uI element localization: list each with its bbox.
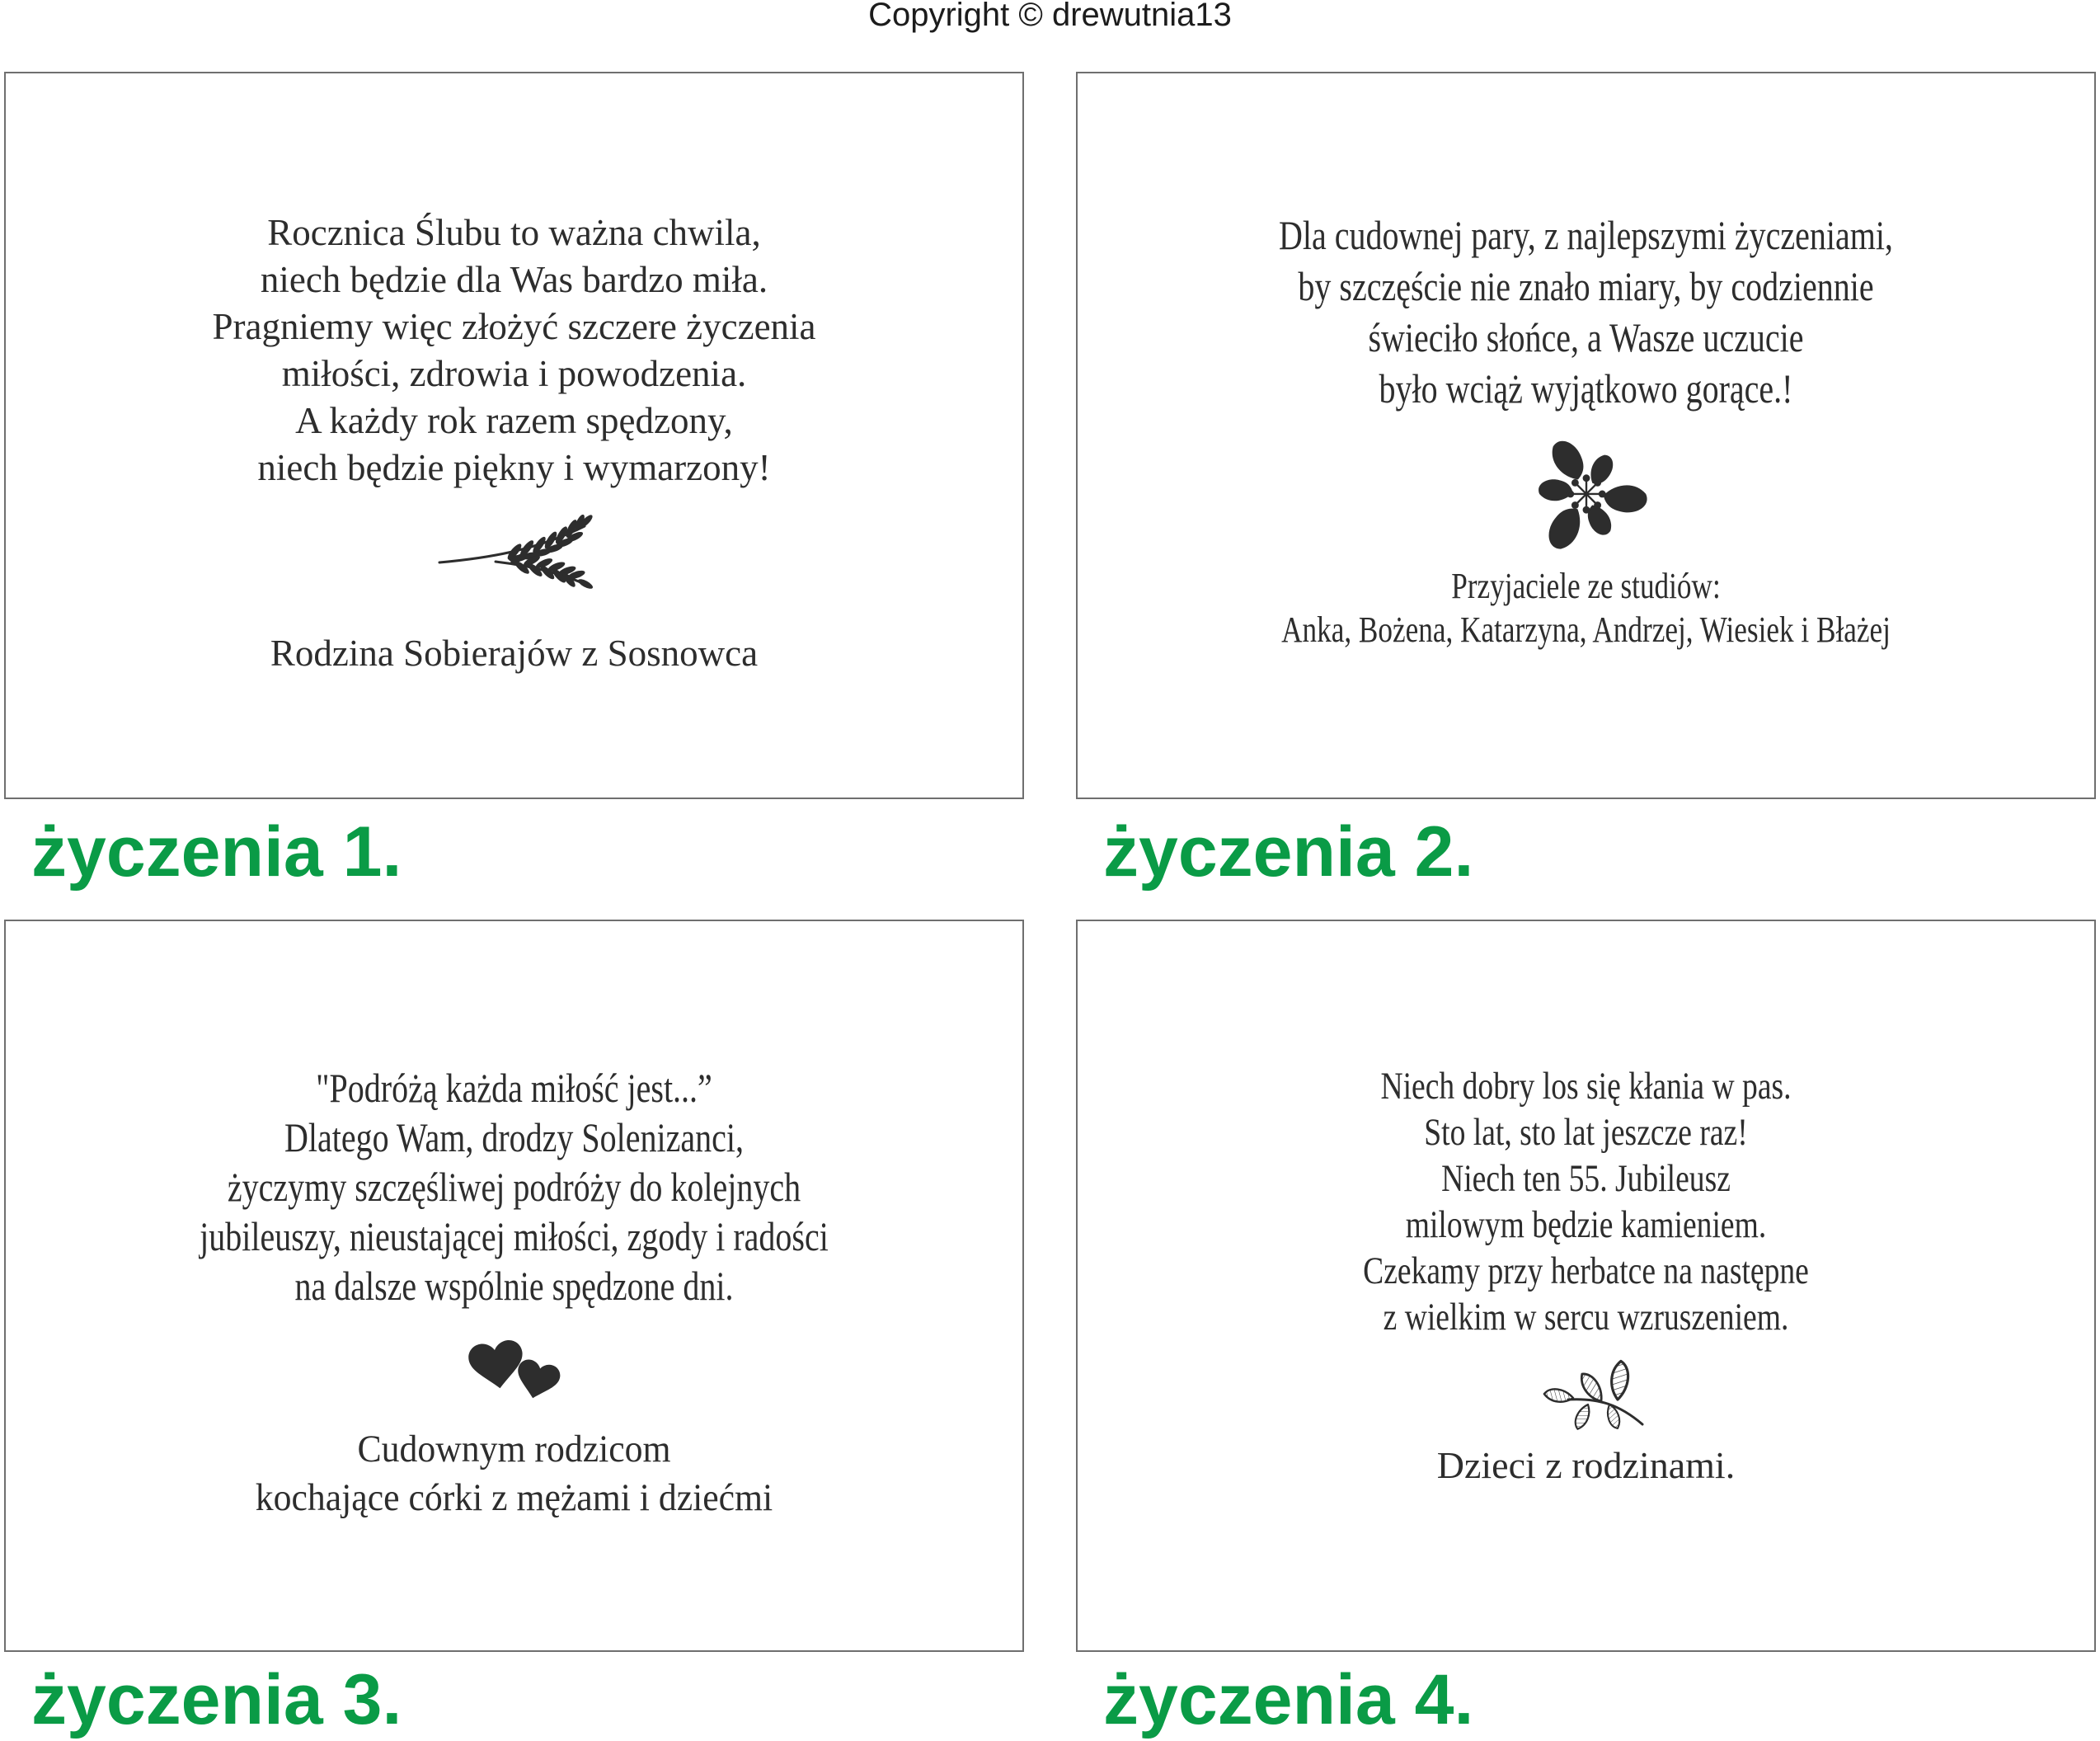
wish-line: Dla cudownej pary, z najlepszymi życzeniami, — [1279, 212, 1893, 258]
wish-line: Niech dobry los się kłania w pas. — [1380, 1065, 1792, 1108]
wish-line: miłości, zdrowia i powodzenia. — [281, 353, 747, 394]
card-content — [6, 921, 1022, 1522]
wish-line: niech będzie dla Was bardzo miła. — [260, 259, 768, 300]
wish-card-4 — [1076, 920, 2096, 1652]
wish-line: "Podróżą każda miłość jest...” — [316, 1065, 712, 1111]
wish-text — [1179, 209, 1992, 414]
wish-card-1 — [4, 72, 1024, 799]
signature-text — [1179, 564, 1992, 652]
signature-line: Dzieci z rodzinami. — [1436, 1444, 1736, 1486]
wish-line: by szczęście nie znało miary, by codziennie — [1298, 263, 1874, 309]
wish-text — [6, 209, 1022, 492]
card-content — [6, 73, 1022, 677]
copyright-text: Copyright © drewutnia13 — [868, 0, 1232, 33]
card-content — [1078, 73, 2094, 652]
wish-line: jubileuszy, nieustającej miłości, zgody i radości — [200, 1213, 829, 1259]
card-label-3: życzenia 3. — [31, 1660, 402, 1739]
card-label-4: życzenia 4. — [1103, 1660, 1474, 1739]
wish-text — [107, 1063, 920, 1310]
wish-line: Czekamy przy herbatce na następne — [1363, 1249, 1809, 1292]
wish-line: świeciło słońce, a Wasze uczucie — [1368, 314, 1804, 360]
signature-text — [6, 630, 1022, 677]
flower-icon — [1525, 431, 1647, 553]
wish-line: na dalsze wspólnie spędzone dni. — [294, 1263, 734, 1309]
wish-text — [1179, 1063, 1992, 1340]
leaf-twig-icon — [1520, 1352, 1652, 1434]
card-label-1: życzenia 1. — [31, 812, 402, 892]
wish-line: Rocznica Ślubu to ważna chwila, — [267, 212, 761, 253]
wish-line: Niech ten 55. Jubileusz — [1441, 1157, 1731, 1200]
wish-line: A każdy rok razem spędzony, — [295, 400, 733, 441]
signature-line: Rodzina Sobierajów z Sosnowca — [270, 633, 759, 674]
wish-line: Dlatego Wam, drodzy Solenizanci, — [284, 1114, 744, 1160]
wish-line: było wciąż wyjątkowo gorące.! — [1379, 365, 1793, 412]
wish-line: milowym będzie kamieniem. — [1405, 1203, 1767, 1246]
signature-text — [41, 1425, 987, 1522]
card-content — [1078, 921, 2094, 1489]
wish-card-3 — [4, 920, 1024, 1652]
wish-line: życzymy szczęśliwej podróży do kolejnych — [227, 1164, 801, 1210]
signature-line: Przyjaciele ze studiów: — [1451, 566, 1721, 606]
signature-line: Cudownym rodzicom — [357, 1428, 671, 1470]
wish-line: niech będzie piękny i wymarzony! — [257, 447, 771, 488]
signature-line: kochające córki z mężami i dziećmi — [255, 1476, 773, 1519]
signature-text — [1078, 1442, 2094, 1489]
wish-line: Pragniemy więc złożyć szczere życzenia — [212, 306, 816, 347]
two-hearts-icon — [458, 1335, 570, 1405]
wish-line: Sto lat, sto lat jeszcze raz! — [1424, 1111, 1748, 1154]
card-label-2: życzenia 2. — [1103, 812, 1474, 892]
signature-line: Anka, Bożena, Katarzyna, Andrzej, Wiesiek i Błażej — [1281, 609, 1891, 650]
wish-card-2 — [1076, 72, 2096, 799]
wish-line: z wielkim w sercu wzruszeniem. — [1383, 1296, 1789, 1339]
fern-branch-icon — [436, 515, 593, 602]
